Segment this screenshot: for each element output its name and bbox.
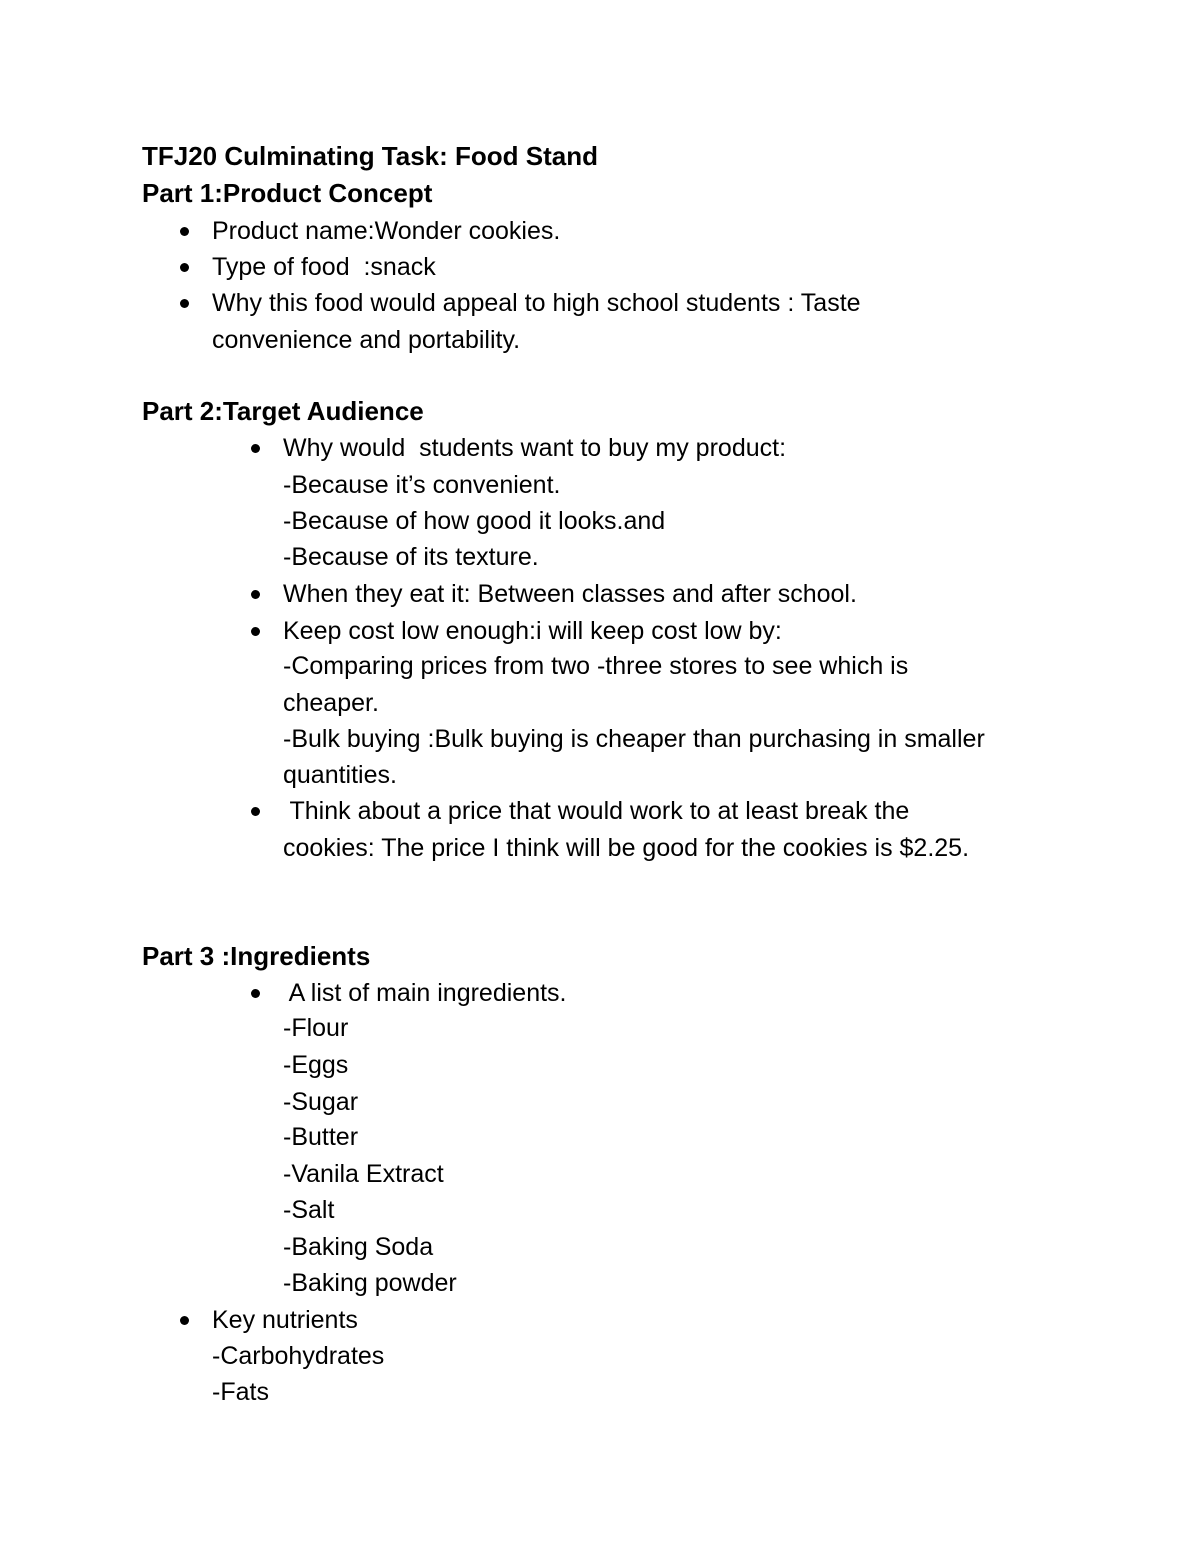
- part2-cost-comparing-continued: cheaper.: [283, 689, 379, 717]
- nutrient-item: -Carbohydrates: [212, 1342, 385, 1370]
- part1-bullet-appeal: Why this food would appeal to high school students : Taste: [212, 289, 861, 317]
- bullet-icon: [180, 263, 189, 272]
- ingredient-item: -Baking Soda: [283, 1233, 434, 1261]
- part2-reason-convenient: -Because it’s convenient.: [283, 471, 561, 499]
- ingredient-item: -Baking powder: [283, 1269, 457, 1297]
- bullet-icon: [180, 227, 189, 236]
- part2-cost-bulk-continued: quantities.: [283, 761, 397, 789]
- ingredient-item: -Eggs: [283, 1051, 349, 1079]
- part1-bullet-product-name: Product name:Wonder cookies.: [212, 217, 561, 245]
- bullet-icon: [180, 299, 189, 308]
- bullet-icon: [251, 627, 260, 636]
- part2-keep-cost-low: Keep cost low enough:i will keep cost low by:: [283, 617, 782, 645]
- part2-cost-bulk: -Bulk buying :Bulk buying is cheaper than purchasing in smaller: [283, 725, 985, 753]
- ingredient-item: -Sugar: [283, 1088, 359, 1116]
- bullet-icon: [251, 807, 260, 816]
- bullet-icon: [180, 1316, 189, 1325]
- ingredient-item: -Salt: [283, 1196, 335, 1224]
- part2-when-eat: When they eat it: Between classes and after school.: [283, 580, 857, 608]
- bullet-icon: [251, 989, 260, 998]
- part2-price-continued: cookies: The price I think will be good for the cookies is $2.25.: [283, 834, 970, 862]
- document-title: TFJ20 Culminating Task: Food Stand: [142, 141, 598, 171]
- part1-bullet-appeal-continued: convenience and portability.: [212, 326, 521, 354]
- part2-heading: Part 2:Target Audience: [142, 396, 424, 426]
- bullet-icon: [251, 590, 260, 599]
- part2-cost-comparing: -Comparing prices from two -three stores to see which is: [283, 652, 909, 680]
- ingredient-item: -Flour: [283, 1014, 349, 1042]
- ingredient-item: -Vanila Extract: [283, 1160, 444, 1188]
- ingredient-item: -Butter: [283, 1123, 359, 1151]
- part3-heading: Part 3 :Ingredients: [142, 941, 371, 971]
- part1-heading: Part 1:Product Concept: [142, 178, 433, 208]
- part2-why-buy: Why would students want to buy my product:: [283, 434, 787, 462]
- part3-ingredients-intro: A list of main ingredients.: [283, 979, 567, 1007]
- part2-reason-looks: -Because of how good it looks.and: [283, 507, 666, 535]
- part1-bullet-food-type: Type of food :snack: [212, 253, 436, 281]
- part2-price: Think about a price that would work to at least break the: [283, 797, 910, 825]
- bullet-icon: [251, 444, 260, 453]
- key-nutrients-heading: Key nutrients: [212, 1306, 358, 1334]
- part2-reason-texture: -Because of its texture.: [283, 543, 539, 571]
- nutrient-item: -Fats: [212, 1378, 269, 1406]
